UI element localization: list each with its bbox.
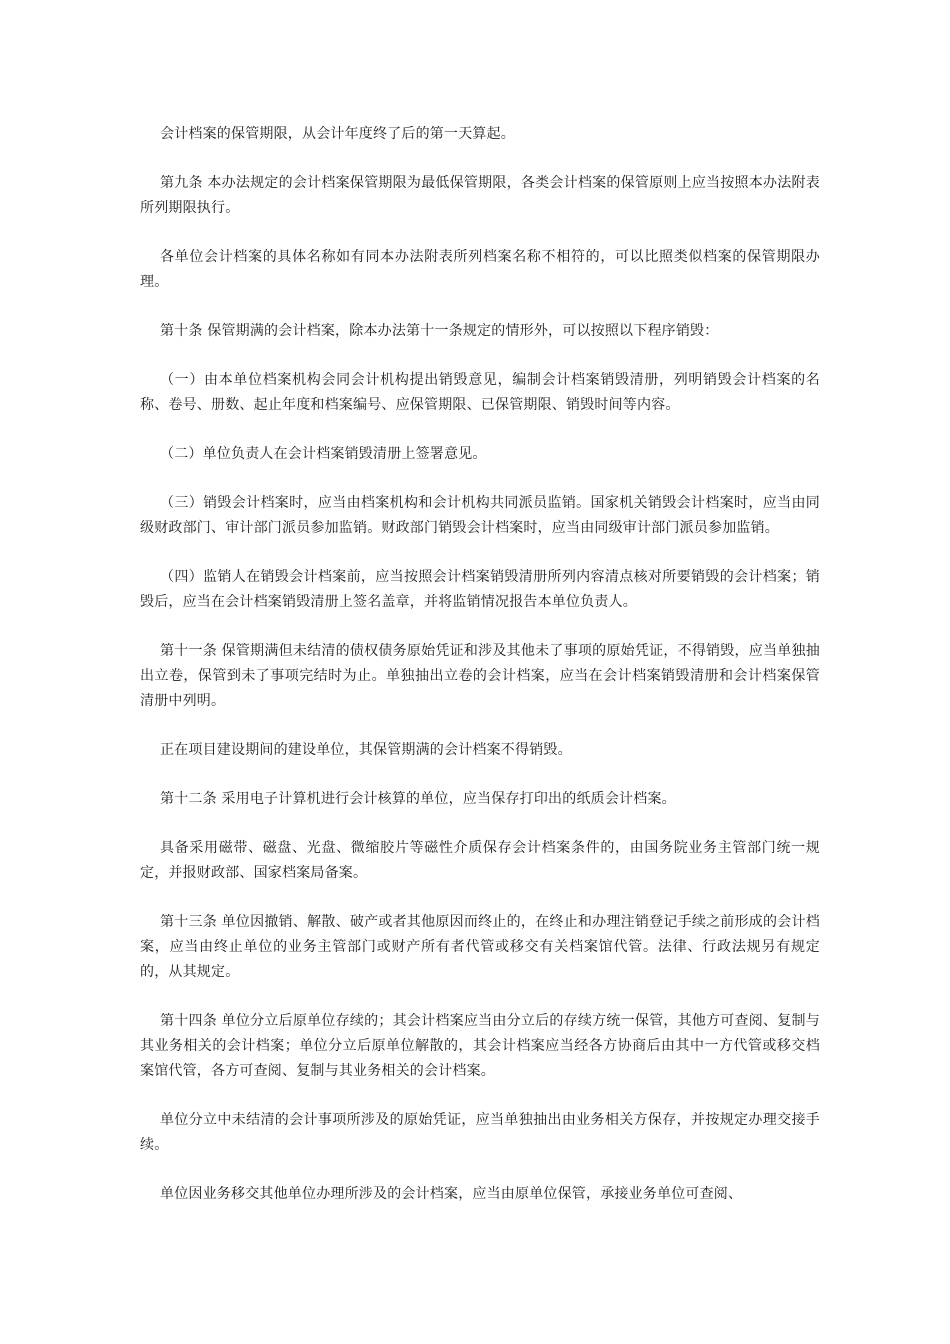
paragraph-5: （一）由本单位档案机构会同会计机构提出销毁意见，编制会计档案销毁清册，列明销毁会计档案的名称、卷号、册数、起止年度和档案编号、应保管期限、已保管期限、销毁时间等内容。 — [140, 372, 820, 413]
paragraph-12: 具备采用磁带、磁盘、光盘、微缩胶片等磁性介质保存会计档案条件的，由国务院业务主管部门统一规定，并报财政部、国家档案局备案。 — [140, 840, 820, 881]
paragraph-6: （二）单位负责人在会计档案销毁清册上签署意见。 — [160, 446, 487, 462]
paragraph-1: 会计档案的保管期限，从会计年度终了后的第一天算起。 — [160, 126, 515, 142]
paragraph-2: 第九条 本办法规定的会计档案保管期限为最低保管期限，各类会计档案的保管原则上应当按照本办法附表所列期限执行。 — [140, 175, 820, 216]
paragraph-7: （三）销毁会计档案时，应当由档案机构和会计机构共同派员监销。国家机关销毁会计档案时，应当由同级财政部门、审计部门派员参加监销。财政部门销毁会计档案时，应当由同级审计部门派员参加监销。 — [140, 495, 820, 536]
paragraph-15: 单位分立中未结清的会计事项所涉及的原始凭证，应当单独抽出由业务相关方保存，并按规定办理交接手续。 — [140, 1112, 820, 1153]
paragraph-3: 各单位会计档案的具体名称如有同本办法附表所列档案名称不相符的，可以比照类似档案的保管期限办理。 — [140, 249, 820, 290]
paragraph-13: 第十三条 单位因撤销、解散、破产或者其他原因而终止的，在终止和办理注销登记手续之前形成的会计档案，应当由终止单位的业务主管部门或财产所有者代管或移交有关档案馆代管。法律、行政法规另有规定的，从其规定。 — [140, 914, 820, 980]
paragraph-16: 单位因业务移交其他单位办理所涉及的会计档案，应当由原单位保管，承接业务单位可查阅、 — [160, 1186, 743, 1202]
paragraph-9: 第十一条 保管期满但未结清的债权债务原始凭证和涉及其他未了事项的原始凭证，不得销毁，应当单独抽出立卷，保管到未了事项完结时为止。单独抽出立卷的会计档案，应当在会计档案销毁清册和会计档案保管清册中列明。 — [140, 643, 820, 709]
paragraph-8: （四）监销人在销毁会计档案前，应当按照会计档案销毁清册所列内容清点核对所要销毁的会计档案；销毁后，应当在会计档案销毁清册上签名盖章，并将监销情况报告本单位负责人。 — [140, 569, 820, 610]
paragraph-14: 第十四条 单位分立后原单位存续的；其会计档案应当由分立后的存续方统一保管，其他方可查阅、复制与其业务相关的会计档案；单位分立后原单位解散的，其会计档案应当经各方协商后由其中一方代管或移交档案馆代管，各方可查阅、复制与其业务相关的会计档案。 — [140, 1013, 820, 1079]
paragraph-11: 第十二条 采用电子计算机进行会计核算的单位，应当保存打印出的纸质会计档案。 — [160, 791, 676, 807]
paragraph-4: 第十条 保管期满的会计档案，除本办法第十一条规定的情形外，可以按照以下程序销毁： — [160, 323, 719, 339]
paragraph-10: 正在项目建设期间的建设单位，其保管期满的会计档案不得销毁。 — [160, 742, 572, 758]
document-page — [140, 122, 820, 1231]
